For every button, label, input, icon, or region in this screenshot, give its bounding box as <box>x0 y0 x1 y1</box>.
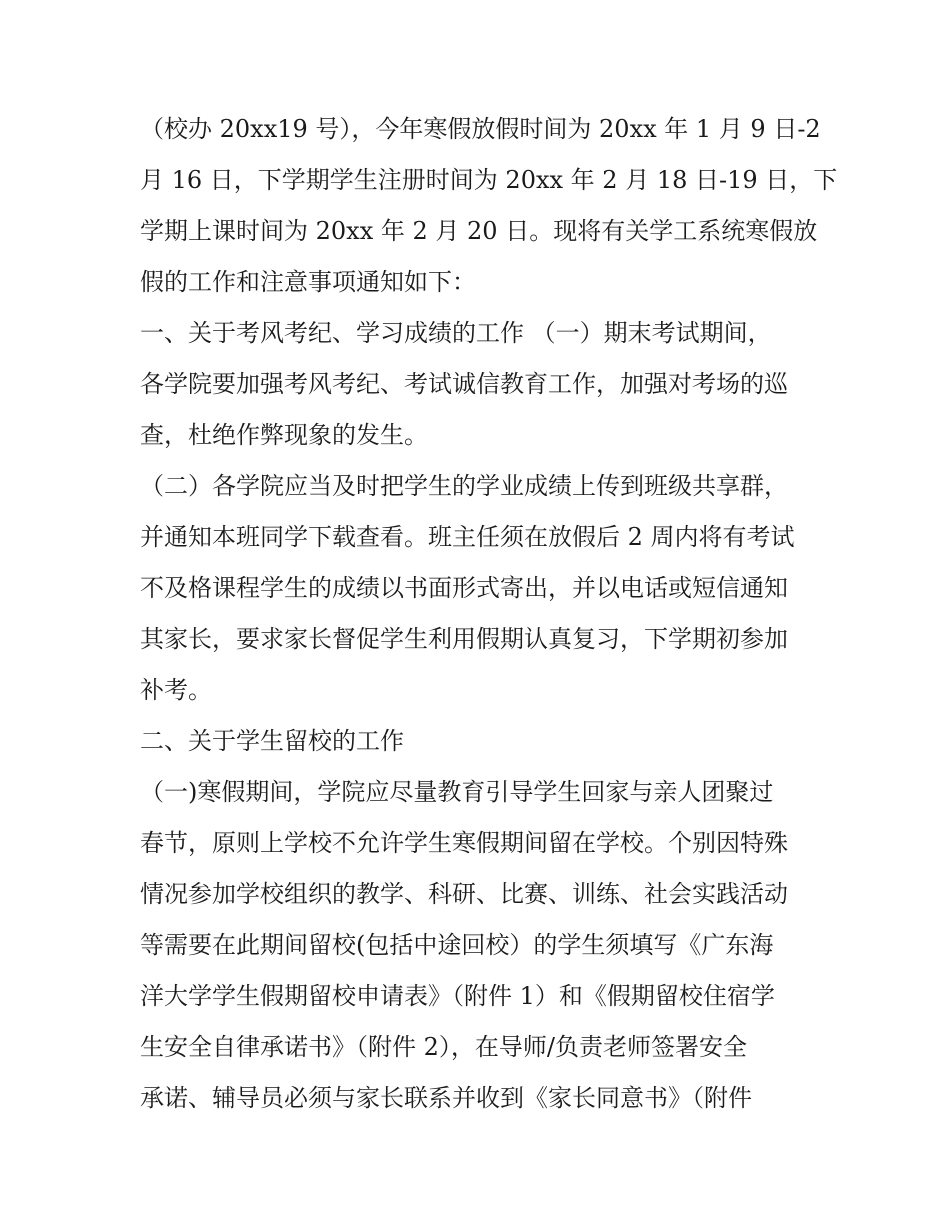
section-heading-line: 二、关于学生留校的工作 <box>140 727 404 755</box>
text-line: 洋大学学生假期留校申请表》（附件 1）和《假期留校住宿学 <box>140 982 775 1010</box>
document-body <box>140 104 838 1124</box>
text-line: （校办 20xx19 号），今年寒假放假时间为 20xx 年 1 月 9 日-2 <box>140 115 821 143</box>
text-line: 学期上课时间为 20xx 年 2 月 20 日。现将有关学工系统寒假放 <box>140 217 818 245</box>
section-heading-line: 一、关于考风考纪、学习成绩的工作 （一）期末考试期间， <box>140 319 772 347</box>
text-line: 承诺、辅导员必须与家长联系并收到《家长同意书》（附件 <box>140 1084 752 1112</box>
text-line: 补考。 <box>140 676 212 704</box>
text-line: 月 16 日，下学期学生注册时间为 20xx 年 2 月 18 日-19 日，下 <box>140 166 838 194</box>
text-line: 并通知本班同学下载查看。班主任须在放假后 2 周内将有考试 <box>140 523 795 551</box>
text-line: 等需要在此期间留校(包括中途回校）的学生须填写《广东海 <box>140 931 774 959</box>
text-line: 其家长，要求家长督促学生利用假期认真复习，下学期初参加 <box>140 625 788 653</box>
text-line: 生安全自律承诺书》（附件 2），在导师/负责老师签署安全 <box>140 1033 747 1061</box>
text-line: 假的工作和注意事项通知如下： <box>140 268 476 296</box>
text-line: （一)寒假期间，学院应尽量教育引导学生回家与亲人团聚过 <box>140 778 774 806</box>
text-line: 情况参加学校组织的教学、科研、比赛、训练、社会实践活动 <box>140 880 788 908</box>
text-line: 不及格课程学生的成绩以书面形式寄出，并以电话或短信通知 <box>140 574 788 602</box>
text-line: （二）各学院应当及时把学生的学业成绩上传到班级共享群， <box>140 472 788 500</box>
text-line: 春节，原则上学校不允许学生寒假期间留在学校。个别因特殊 <box>140 829 788 857</box>
text-line: 查，杜绝作弊现象的发生。 <box>140 421 428 449</box>
text-line: 各学院要加强考风考纪、考试诚信教育工作，加强对考场的巡 <box>140 370 788 398</box>
